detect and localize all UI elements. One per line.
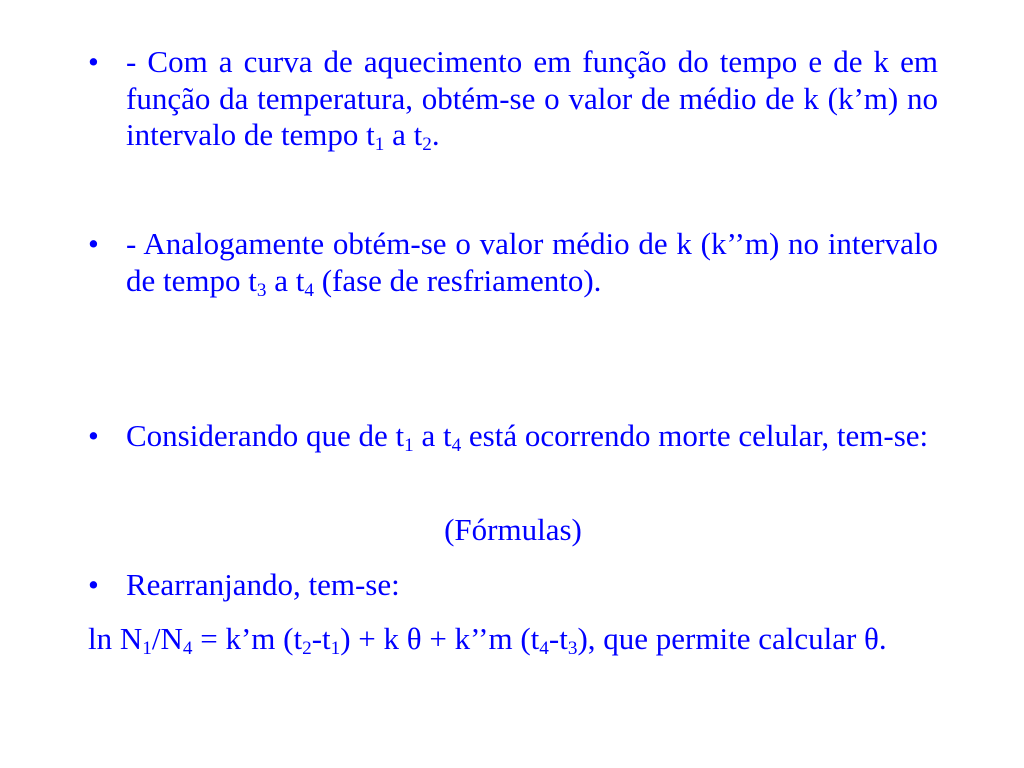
formulas-placeholder: (Fórmulas) (444, 512, 582, 547)
bullet-icon: • (88, 44, 99, 79)
bullet-icon: • (88, 567, 99, 602)
bullet-item-heating-curve (88, 44, 938, 154)
bullet-item-rearranging (88, 567, 938, 604)
bullet-item-cooling-phase (88, 226, 938, 299)
equation-line: $\ln N_1/N_4$ = k’m $(t_2-t_1) + k$ θ + k’’m $(t_4-t_3)$, que permite calcular θ. (88, 621, 887, 659)
bullet-icon: • (88, 418, 99, 453)
bullet-item-cell-death (88, 418, 938, 455)
bullet-text: - Analogamente obtém-se o valor médio de k (k’’m) no intervalo de tempo $t_3$ a $t_4$ (fase de resfriamento). (126, 226, 938, 301)
bullet-text: Considerando que de $t_1$ a $t_4$ está ocorrendo morte celular, tem-se: (126, 418, 929, 456)
bullet-icon: • (88, 226, 99, 261)
bullet-text: Rearranjando, tem-se: (126, 567, 400, 602)
bullet-text: - Com a curva de aquecimento em função do tempo e de k em função da temperatura, obtém-se o valor de médio de k (k’m) no intervalo de tempo $t_1$ a $t_2$. (126, 44, 938, 155)
